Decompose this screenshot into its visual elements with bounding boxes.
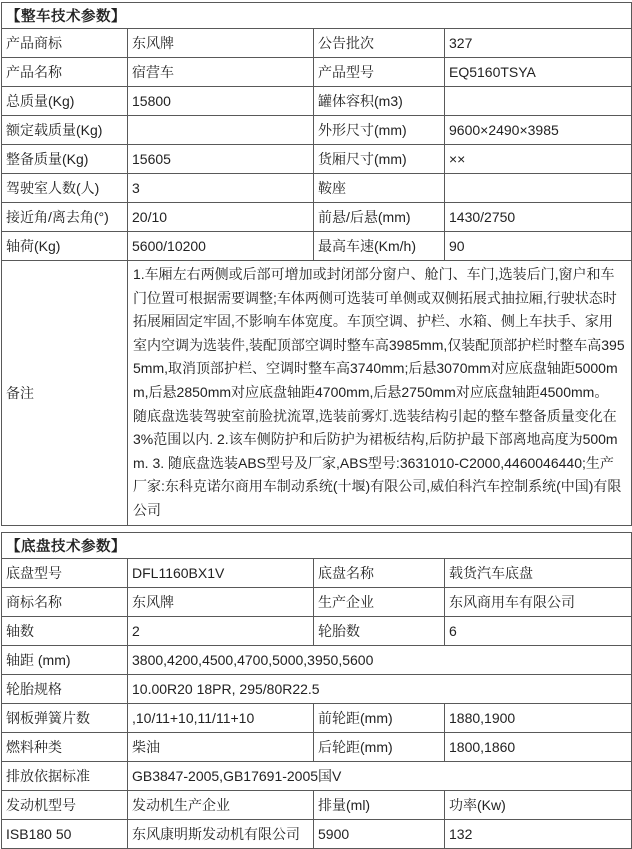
vehicle-section-header	[2, 3, 632, 29]
param-value-cell: 2	[128, 616, 314, 645]
table-row	[2, 145, 632, 174]
param-label-cell: 产品型号	[314, 58, 445, 87]
remark-text-cell: 1.车厢左右两侧或后部可增加或封闭部分窗户、舱门、车门,选装后门,窗户和车门位置可根据需要调整;车体两侧可选装可单侧或双侧拓展式抽拉厢,行驶状态时拓展厢固定牢固,不影响车体宽度。车顶空调、护栏、水箱、侧上车扶手、家用室内空调为选装件,装配顶部空调时整车高3985mm,仅装配顶部护栏时整车高3955mm,取消顶部护栏、空调时整车高3740mm;后悬3070mm对应底盘轴距5000mm,后悬2850mm对应底盘轴距4700mm,后悬2750mm对应底盘轴距4500mm。 随底盘选装驾驶室前脸扰流罩,选装前雾灯.选装结构引起的整车整备质量变化在3%范围以内. 2.该车侧防护和后防护为裙板结构,后防护最下部离地高度为500mm. 3. 随底盘选装ABS型号及厂家,ABS型号:3631010-C2000,4460046440;生产厂家:东科克诺尔商用车制动系统(十堰)有限公司,威伯科汽车控制系统(中国)有限公司	[128, 261, 632, 526]
param-value-cell	[445, 174, 632, 203]
param-value-cell: 1430/2750	[445, 203, 632, 232]
param-label-cell: 驾驶室人数(人)	[2, 174, 128, 203]
param-label-cell: 鞍座	[314, 174, 445, 203]
emission-row	[2, 761, 632, 790]
param-label-cell: 接近角/离去角(°)	[2, 203, 128, 232]
param-value-cell: 15605	[128, 145, 314, 174]
vehicle-params-table	[1, 2, 632, 526]
param-value-cell: 3	[128, 174, 314, 203]
param-value-cell: 327	[445, 29, 632, 58]
param-label-cell: 发动机生产企业	[128, 790, 314, 819]
table-row	[2, 232, 632, 261]
remark-label-cell: 备注	[2, 261, 128, 526]
param-value-cell: 1800,1860	[445, 732, 632, 761]
wheelbase-row	[2, 645, 632, 674]
param-value-cell: 20/10	[128, 203, 314, 232]
param-label-cell: 外形尺寸(mm)	[314, 116, 445, 145]
param-label-cell: 底盘名称	[314, 558, 445, 587]
param-label-cell: 轴数	[2, 616, 128, 645]
param-value-cell: 5900	[314, 819, 445, 848]
param-value-cell: ××	[445, 145, 632, 174]
chassis-section-header	[2, 532, 632, 558]
table-row	[2, 87, 632, 116]
param-label-cell: 罐体容积(m3)	[314, 87, 445, 116]
param-label-cell: 公告批次	[314, 29, 445, 58]
param-value-cell: 宿营车	[128, 58, 314, 87]
table-row	[2, 174, 632, 203]
param-label-cell: 产品商标	[2, 29, 128, 58]
param-label-cell: 生产企业	[314, 587, 445, 616]
param-label-cell: 整备质量(Kg)	[2, 145, 128, 174]
param-value-cell: 东风商用车有限公司	[445, 587, 632, 616]
table-row	[2, 58, 632, 87]
param-label-cell: 功率(Kw)	[445, 790, 632, 819]
param-label-cell: 额定载质量(Kg)	[2, 116, 128, 145]
table-row	[2, 558, 632, 587]
param-label-cell: 最高车速(Km/h)	[314, 232, 445, 261]
remark-row	[2, 261, 632, 526]
param-label-cell: 总质量(Kg)	[2, 87, 128, 116]
param-value-cell: 5600/10200	[128, 232, 314, 261]
engine-value-row	[2, 819, 632, 848]
table-row	[2, 587, 632, 616]
param-value-cell: ISB180 50	[2, 819, 128, 848]
param-value-cell: GB3847-2005,GB17691-2005国V	[128, 761, 632, 790]
param-value-cell: 90	[445, 232, 632, 261]
vehicle-section-title: 【整车技术参数】	[2, 3, 632, 29]
param-value-cell	[445, 87, 632, 116]
param-label-cell: 后轮距(mm)	[314, 732, 445, 761]
table-row	[2, 29, 632, 58]
param-value-cell: 6	[445, 616, 632, 645]
param-value-cell: 东风康明斯发动机有限公司	[128, 819, 314, 848]
param-label-cell: 轮胎数	[314, 616, 445, 645]
param-label-cell: 排量(ml)	[314, 790, 445, 819]
table-row	[2, 732, 632, 761]
table-row	[2, 116, 632, 145]
param-value-cell: 载货汽车底盘	[445, 558, 632, 587]
chassis-section-title: 【底盘技术参数】	[2, 532, 632, 558]
param-label-cell: 货厢尺寸(mm)	[314, 145, 445, 174]
param-value-cell: 10.00R20 18PR, 295/80R22.5	[128, 674, 632, 703]
tire-spec-row	[2, 674, 632, 703]
table-row	[2, 703, 632, 732]
engine-header-row	[2, 790, 632, 819]
chassis-params-table	[1, 532, 632, 849]
param-value-cell: DFL1160BX1V	[128, 558, 314, 587]
param-value-cell: 15800	[128, 87, 314, 116]
param-label-cell: 前悬/后悬(mm)	[314, 203, 445, 232]
param-value-cell: ,10/11+10,11/11+10	[128, 703, 314, 732]
param-label-cell: 底盘型号	[2, 558, 128, 587]
param-label-cell: 排放依据标准	[2, 761, 128, 790]
param-value-cell: 9600×2490×3985	[445, 116, 632, 145]
param-value-cell	[128, 116, 314, 145]
param-value-cell: 东风牌	[128, 587, 314, 616]
param-value-cell: 3800,4200,4500,4700,5000,3950,5600	[128, 645, 632, 674]
table-row	[2, 616, 632, 645]
param-label-cell: 钢板弹簧片数	[2, 703, 128, 732]
param-label-cell: 发动机型号	[2, 790, 128, 819]
param-label-cell: 产品名称	[2, 58, 128, 87]
param-label-cell: 商标名称	[2, 587, 128, 616]
param-value-cell: 132	[445, 819, 632, 848]
param-value-cell: 东风牌	[128, 29, 314, 58]
param-value-cell: EQ5160TSYA	[445, 58, 632, 87]
table-row	[2, 203, 632, 232]
param-value-cell: 1880,1900	[445, 703, 632, 732]
param-label-cell: 轴距 (mm)	[2, 645, 128, 674]
param-label-cell: 前轮距(mm)	[314, 703, 445, 732]
param-label-cell: 燃料种类	[2, 732, 128, 761]
param-label-cell: 轮胎规格	[2, 674, 128, 703]
param-label-cell: 轴荷(Kg)	[2, 232, 128, 261]
param-value-cell: 柴油	[128, 732, 314, 761]
